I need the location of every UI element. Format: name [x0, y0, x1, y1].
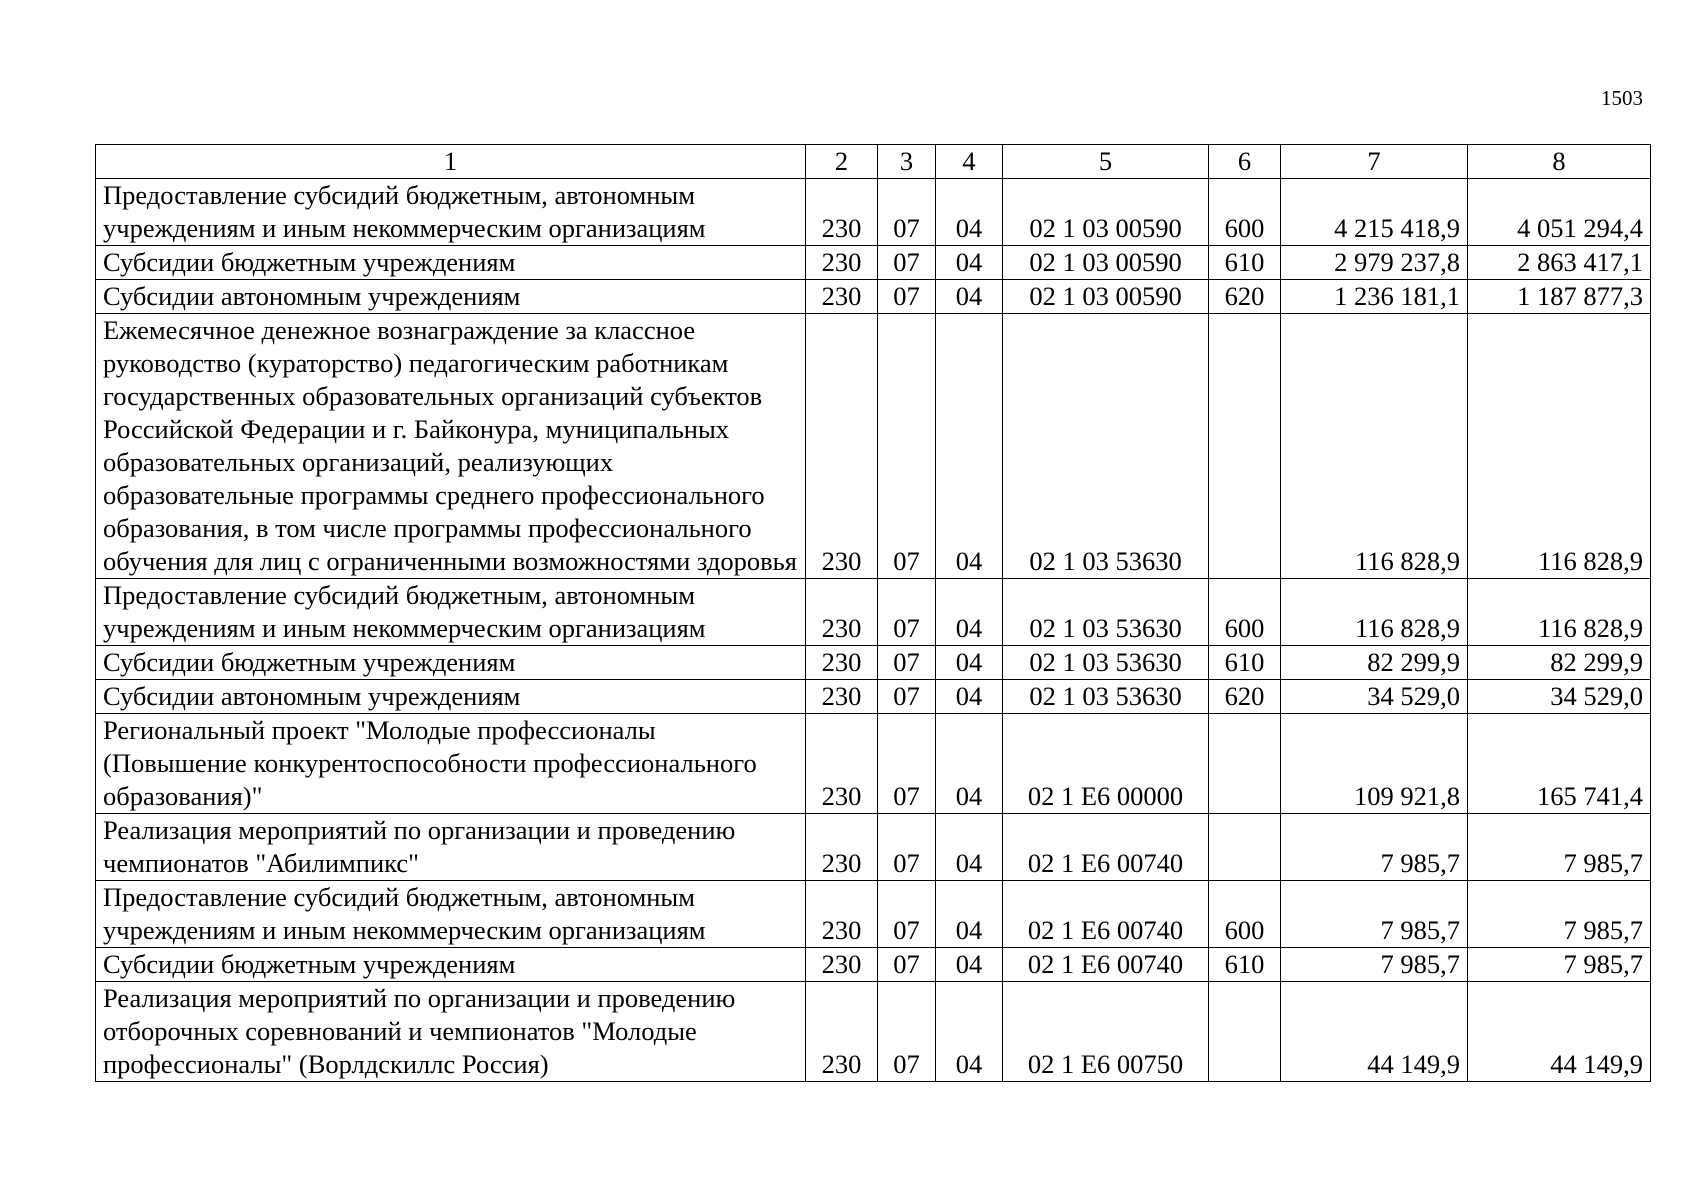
amount-col8-cell: 7 985,7: [1468, 948, 1651, 982]
table-row: [96, 646, 1651, 680]
header-cell: 3: [878, 145, 936, 179]
ved-cell: 230: [806, 948, 878, 982]
ved-cell: 230: [806, 814, 878, 881]
amount-col7-cell: 7 985,7: [1281, 814, 1468, 881]
row-name-cell: Предоставление субсидий бюджетным, автономным учреждениям и иным некоммерческим организациям: [96, 881, 806, 948]
amount-col7-cell: 4 215 418,9: [1281, 179, 1468, 246]
row-name-cell: Реализация мероприятий по организации и проведению чемпионатов "Абилимпикс": [96, 814, 806, 881]
target-article-cell: 02 1 03 00590: [1003, 280, 1209, 314]
subsection-cell: 04: [936, 314, 1003, 579]
section-cell: 07: [878, 881, 936, 948]
table-body: [96, 179, 1651, 1082]
row-name-cell: Субсидии автономным учреждениям: [96, 280, 806, 314]
ved-cell: 230: [806, 314, 878, 579]
subsection-cell: 04: [936, 579, 1003, 646]
section-cell: 07: [878, 814, 936, 881]
amount-col7-cell: 34 529,0: [1281, 680, 1468, 714]
expense-type-cell: 610: [1209, 646, 1281, 680]
ved-cell: 230: [806, 646, 878, 680]
ved-cell: 230: [806, 280, 878, 314]
expense-type-cell: [1209, 814, 1281, 881]
subsection-cell: 04: [936, 246, 1003, 280]
target-article-cell: 02 1 03 53630: [1003, 314, 1209, 579]
header-cell: 2: [806, 145, 878, 179]
row-name-cell: Субсидии автономным учреждениям: [96, 680, 806, 714]
ved-cell: 230: [806, 714, 878, 814]
target-article-cell: 02 1 E6 00740: [1003, 814, 1209, 881]
amount-col7-cell: 2 979 237,8: [1281, 246, 1468, 280]
table-row: [96, 179, 1651, 246]
ved-cell: 230: [806, 179, 878, 246]
header-cell: 4: [936, 145, 1003, 179]
amount-col7-cell: 116 828,9: [1281, 579, 1468, 646]
target-article-cell: 02 1 03 00590: [1003, 246, 1209, 280]
amount-col7-cell: 44 149,9: [1281, 982, 1468, 1082]
row-name-cell: Предоставление субсидий бюджетным, автономным учреждениям и иным некоммерческим организациям: [96, 579, 806, 646]
table-row: [96, 714, 1651, 814]
amount-col7-cell: 109 921,8: [1281, 714, 1468, 814]
table-header: [96, 145, 1651, 179]
section-cell: 07: [878, 646, 936, 680]
table-row: [96, 314, 1651, 579]
amount-col7-cell: 116 828,9: [1281, 314, 1468, 579]
row-name-cell: Предоставление субсидий бюджетным, автономным учреждениям и иным некоммерческим организациям: [96, 179, 806, 246]
table-row: [96, 881, 1651, 948]
target-article-cell: 02 1 E6 00740: [1003, 881, 1209, 948]
section-cell: 07: [878, 314, 936, 579]
row-name-cell: Реализация мероприятий по организации и проведению отборочных соревнований и чемпионатов "Молодые профессионалы" (Ворлдскиллс Россия): [96, 982, 806, 1082]
section-cell: 07: [878, 579, 936, 646]
subsection-cell: 04: [936, 280, 1003, 314]
table-row: [96, 948, 1651, 982]
expense-type-cell: 610: [1209, 948, 1281, 982]
expense-type-cell: 620: [1209, 280, 1281, 314]
target-article-cell: 02 1 03 53630: [1003, 680, 1209, 714]
subsection-cell: 04: [936, 714, 1003, 814]
subsection-cell: 04: [936, 881, 1003, 948]
amount-col8-cell: 2 863 417,1: [1468, 246, 1651, 280]
amount-col8-cell: 44 149,9: [1468, 982, 1651, 1082]
amount-col8-cell: 34 529,0: [1468, 680, 1651, 714]
section-cell: 07: [878, 179, 936, 246]
target-article-cell: 02 1 03 53630: [1003, 646, 1209, 680]
ved-cell: 230: [806, 579, 878, 646]
section-cell: 07: [878, 948, 936, 982]
amount-col7-cell: 7 985,7: [1281, 948, 1468, 982]
target-article-cell: 02 1 E6 00000: [1003, 714, 1209, 814]
page-number: 1503: [1601, 86, 1643, 110]
table-row: [96, 280, 1651, 314]
amount-col8-cell: 82 299,9: [1468, 646, 1651, 680]
section-cell: 07: [878, 246, 936, 280]
row-name-cell: Субсидии бюджетным учреждениям: [96, 948, 806, 982]
ved-cell: 230: [806, 982, 878, 1082]
target-article-cell: 02 1 03 53630: [1003, 579, 1209, 646]
section-cell: 07: [878, 982, 936, 1082]
section-cell: 07: [878, 680, 936, 714]
header-cell: 7: [1281, 145, 1468, 179]
expense-type-cell: [1209, 314, 1281, 579]
row-name-cell: Субсидии бюджетным учреждениям: [96, 246, 806, 280]
expense-type-cell: 610: [1209, 246, 1281, 280]
amount-col8-cell: 4 051 294,4: [1468, 179, 1651, 246]
subsection-cell: 04: [936, 982, 1003, 1082]
amount-col8-cell: 116 828,9: [1468, 579, 1651, 646]
table-row: [96, 814, 1651, 881]
subsection-cell: 04: [936, 179, 1003, 246]
subsection-cell: 04: [936, 948, 1003, 982]
row-name-cell: Субсидии бюджетным учреждениям: [96, 646, 806, 680]
section-cell: 07: [878, 280, 936, 314]
subsection-cell: 04: [936, 646, 1003, 680]
expense-type-cell: [1209, 714, 1281, 814]
target-article-cell: 02 1 03 00590: [1003, 179, 1209, 246]
table-row: [96, 680, 1651, 714]
amount-col8-cell: 1 187 877,3: [1468, 280, 1651, 314]
header-cell: 8: [1468, 145, 1651, 179]
amount-col7-cell: 1 236 181,1: [1281, 280, 1468, 314]
expense-type-cell: 600: [1209, 881, 1281, 948]
expense-type-cell: [1209, 982, 1281, 1082]
row-name-cell: Ежемесячное денежное вознаграждение за классное руководство (кураторство) педагогическим работникам государственных образовательных организаций субъектов Российской Федерации и г. Байконура, муниципальных образовательных организаций, реализующих образовательные программы среднего профессионального образования, в том числе программы профессионального обучения для лиц с ограниченными возможностями здоровья: [96, 314, 806, 579]
ved-cell: 230: [806, 881, 878, 948]
table-row: [96, 579, 1651, 646]
header-cell: 6: [1209, 145, 1281, 179]
amount-col8-cell: 165 741,4: [1468, 714, 1651, 814]
subsection-cell: 04: [936, 814, 1003, 881]
header-cell: 5: [1003, 145, 1209, 179]
header-cell: 1: [96, 145, 806, 179]
ved-cell: 230: [806, 680, 878, 714]
expense-type-cell: 600: [1209, 579, 1281, 646]
ved-cell: 230: [806, 246, 878, 280]
amount-col7-cell: 7 985,7: [1281, 881, 1468, 948]
amount-col8-cell: 116 828,9: [1468, 314, 1651, 579]
table-row: [96, 982, 1651, 1082]
amount-col7-cell: 82 299,9: [1281, 646, 1468, 680]
amount-col8-cell: 7 985,7: [1468, 814, 1651, 881]
header-row: [96, 145, 1651, 179]
expense-type-cell: 620: [1209, 680, 1281, 714]
section-cell: 07: [878, 714, 936, 814]
target-article-cell: 02 1 E6 00740: [1003, 948, 1209, 982]
budget-table: [95, 144, 1651, 1082]
target-article-cell: 02 1 E6 00750: [1003, 982, 1209, 1082]
table-row: [96, 246, 1651, 280]
row-name-cell: Региональный проект "Молодые профессионалы (Повышение конкурентоспособности профессионального образования)": [96, 714, 806, 814]
amount-col8-cell: 7 985,7: [1468, 881, 1651, 948]
subsection-cell: 04: [936, 680, 1003, 714]
expense-type-cell: 600: [1209, 179, 1281, 246]
